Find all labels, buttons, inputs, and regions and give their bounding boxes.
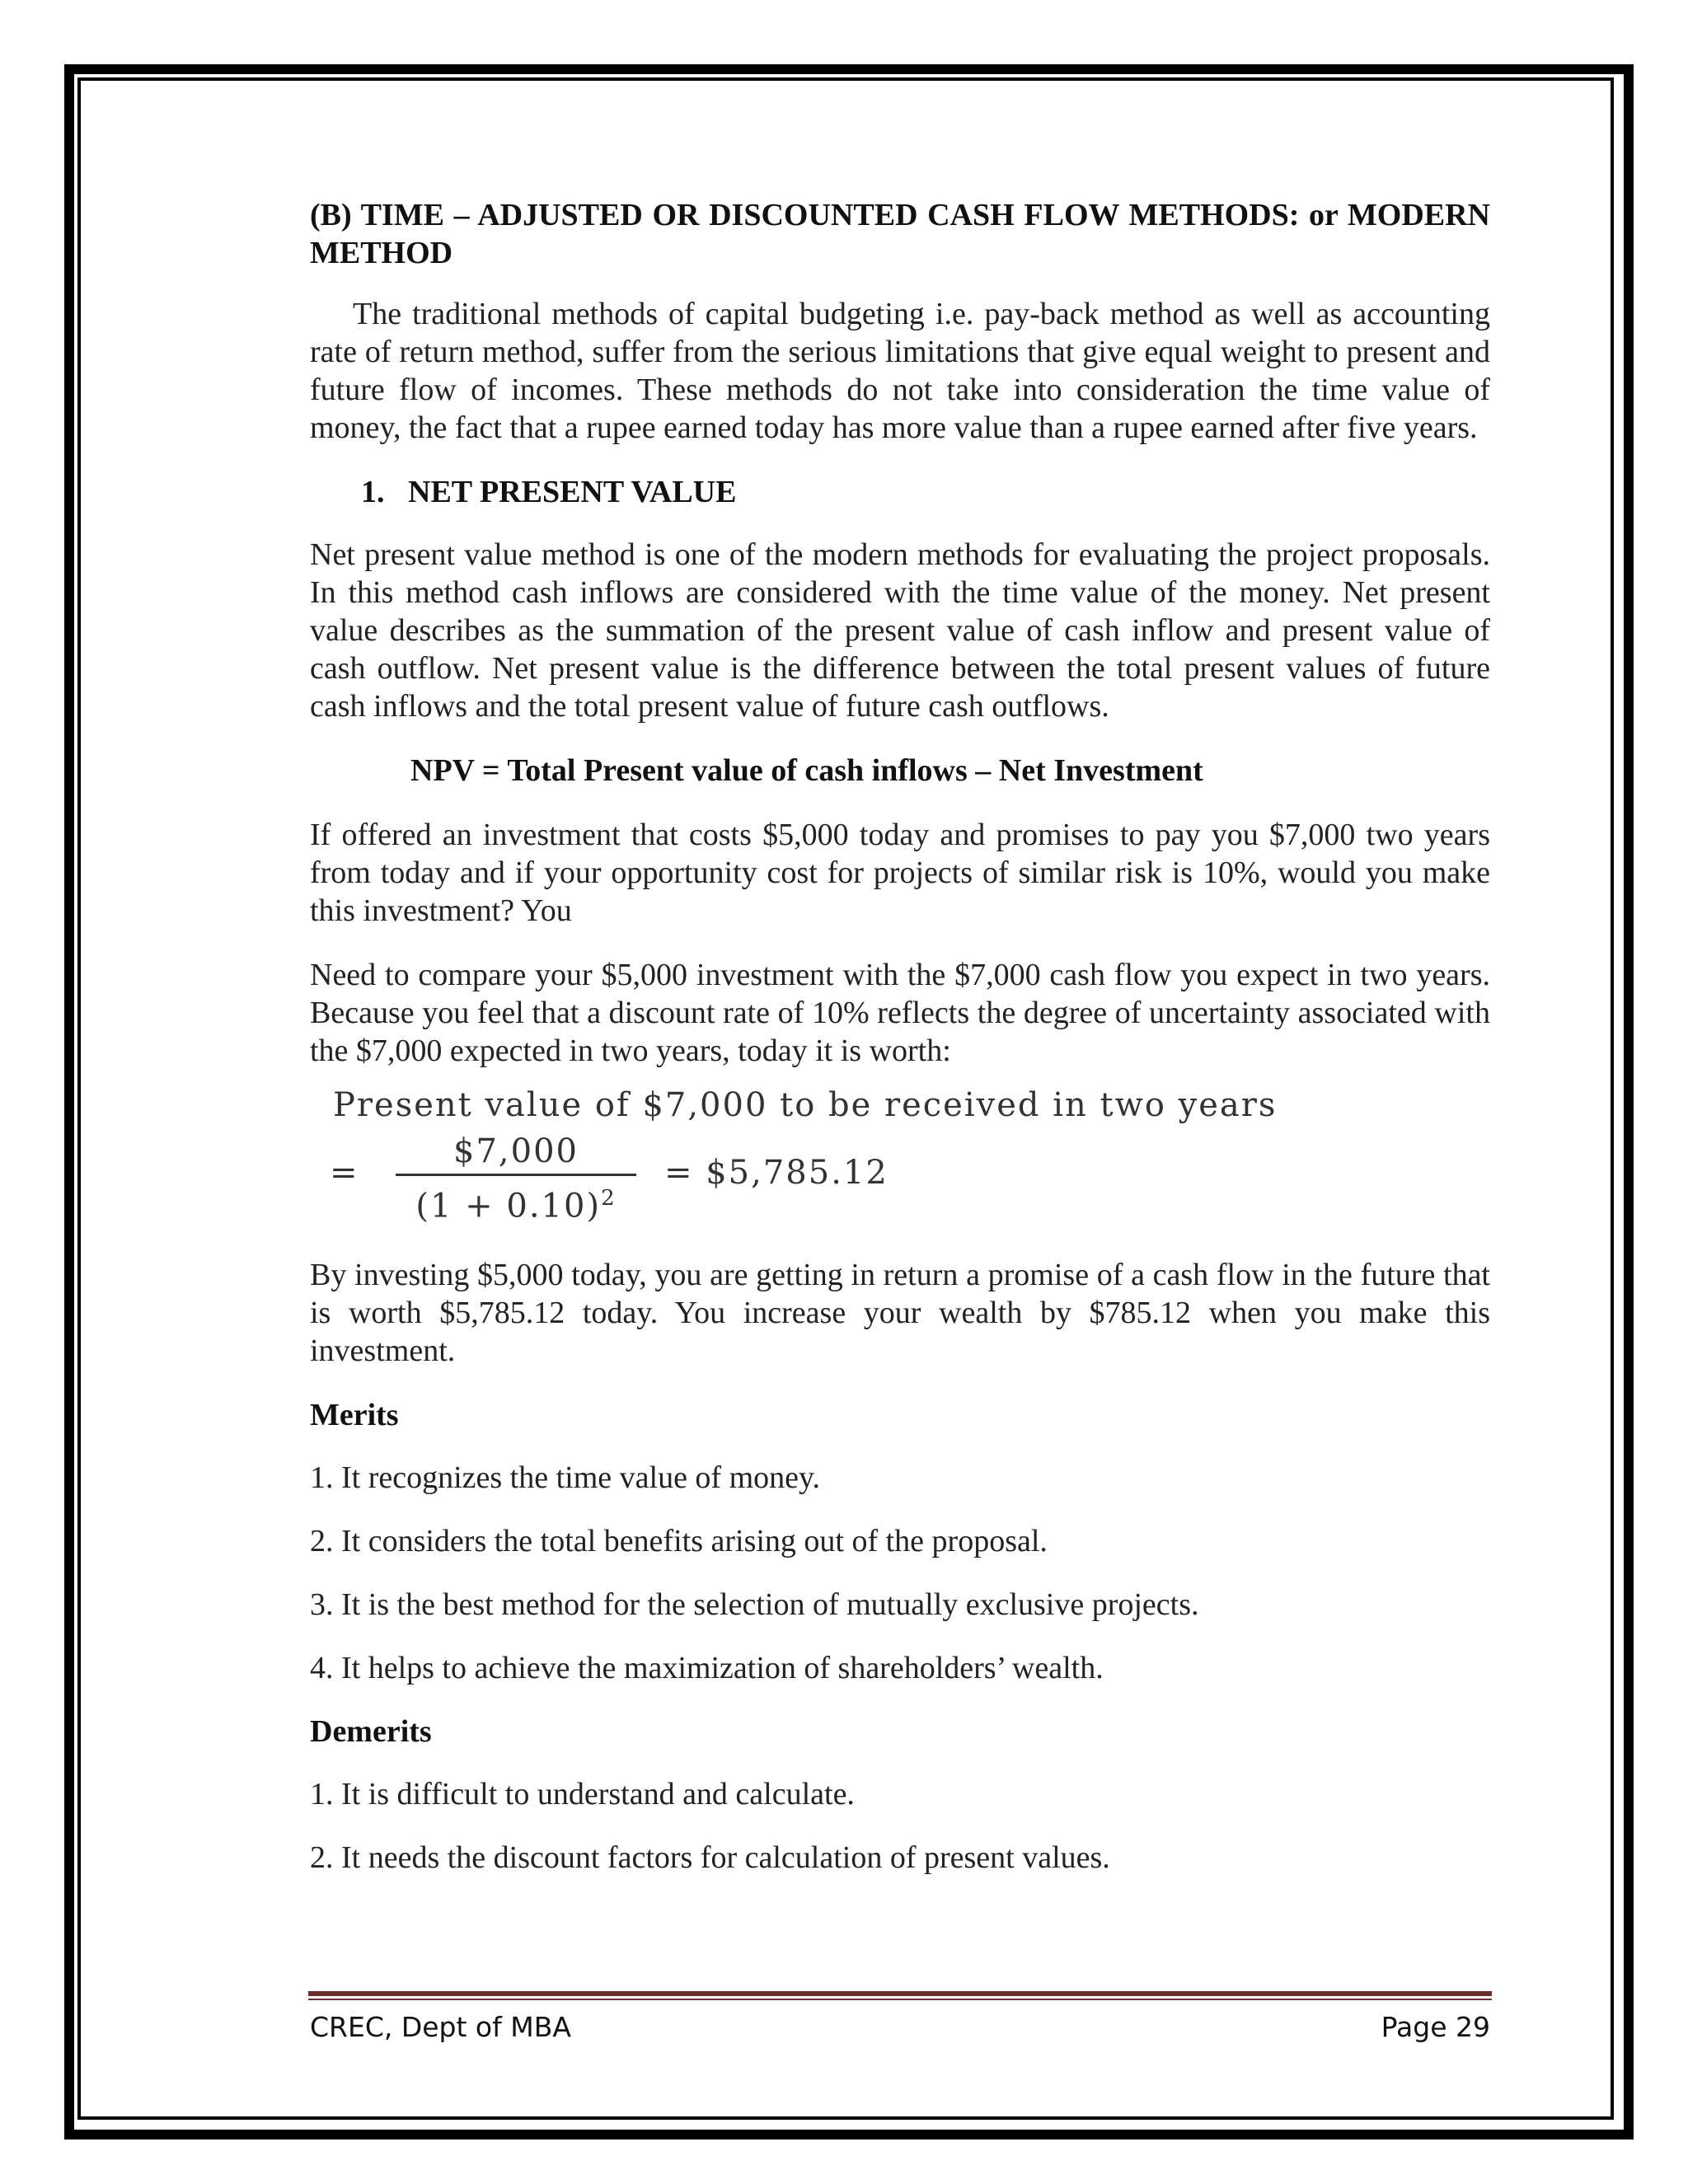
denominator-exponent: 2 [601,1186,617,1211]
npv-heading: 1. NET PRESENT VALUE [361,475,737,509]
demerit-item: 1. It is difficult to understand and calculate. [310,1777,855,1811]
intro-paragraph: The traditional methods of capital budgeting i.e. pay-back method as well as accounting rate of return method, suffer from the serious limitations that give equal weight to present and future flow of incomes. These methods do not take into consideration the time value of money, the fact that a rupee earned today has more value than a rupee earned after five years. [310,297,1490,445]
equation-numerator: $7,000 [453,1132,579,1170]
merit-item: 2. It considers the total benefits arising out of the proposal. [310,1524,1048,1558]
example-paragraph-1: If offered an investment that costs $5,000 today and promises to pay you $7,000 two years from today and if your opportunity cost for projects of similar risk is 10%, would you make this investment? You [310,818,1490,928]
denominator-base: (1 + 0.10) [415,1187,602,1226]
npv-formula: NPV = Total Present value of cash inflows – Net Investment [410,753,1203,788]
fraction-bar [396,1174,636,1176]
present-value-equation [310,1086,1490,1226]
merit-item: 4. It helps to achieve the maximization of shareholders’ wealth. [310,1651,1104,1685]
example-paragraph-2: Need to compare your $5,000 investment with the $7,000 cash flow you expect in two years. Because you feel that a discount rate of 10% reflects the degree of uncertainty associated with the $7,000 expected in two years, today it is worth: [310,958,1490,1068]
section-heading: (B) TIME – ADJUSTED OR DISCOUNTED CASH FLOW METHODS: or MODERN METHOD [310,198,1490,270]
equation-fraction [392,1132,640,1225]
footer-rule-thin [308,1999,1492,2000]
merit-item: 1. It recognizes the time value of money. [310,1460,821,1495]
equation-denominator [392,1179,640,1225]
conclusion-paragraph: By investing $5,000 today, you are getting in return a promise of a cash flow in the future that is worth $5,785.12 today. You increase your wealth by $785.12 when you make this investment. [310,1258,1490,1368]
equation-result: = $5,785.12 [664,1154,889,1192]
demerit-item: 2. It needs the discount factors for calculation of present values. [310,1840,1110,1875]
footer-department: CREC, Dept of MBA [310,2011,571,2043]
equation-equals: = [330,1154,358,1192]
npv-definition: Net present value method is one of the modern methods for evaluating the project proposals. In this method cash inflows are considered with the time value of the money. Net present value describes as the summation of the present value of cash inflow and present value of cash outflow. Net present value is the difference between the total present values of future cash inflows and the total present value of future cash outflows. [310,537,1490,724]
demerits-title: Demerits [310,1714,432,1749]
footer-page-number: Page 29 [1381,2011,1490,2043]
page-content [310,196,1490,1902]
footer-rule-thick [308,1991,1492,1996]
merit-item: 3. It is the best method for the selection of mutually exclusive projects. [310,1587,1199,1622]
merits-title: Merits [310,1398,399,1432]
equation-line1: Present value of $7,000 to be received in two years [333,1086,1278,1124]
